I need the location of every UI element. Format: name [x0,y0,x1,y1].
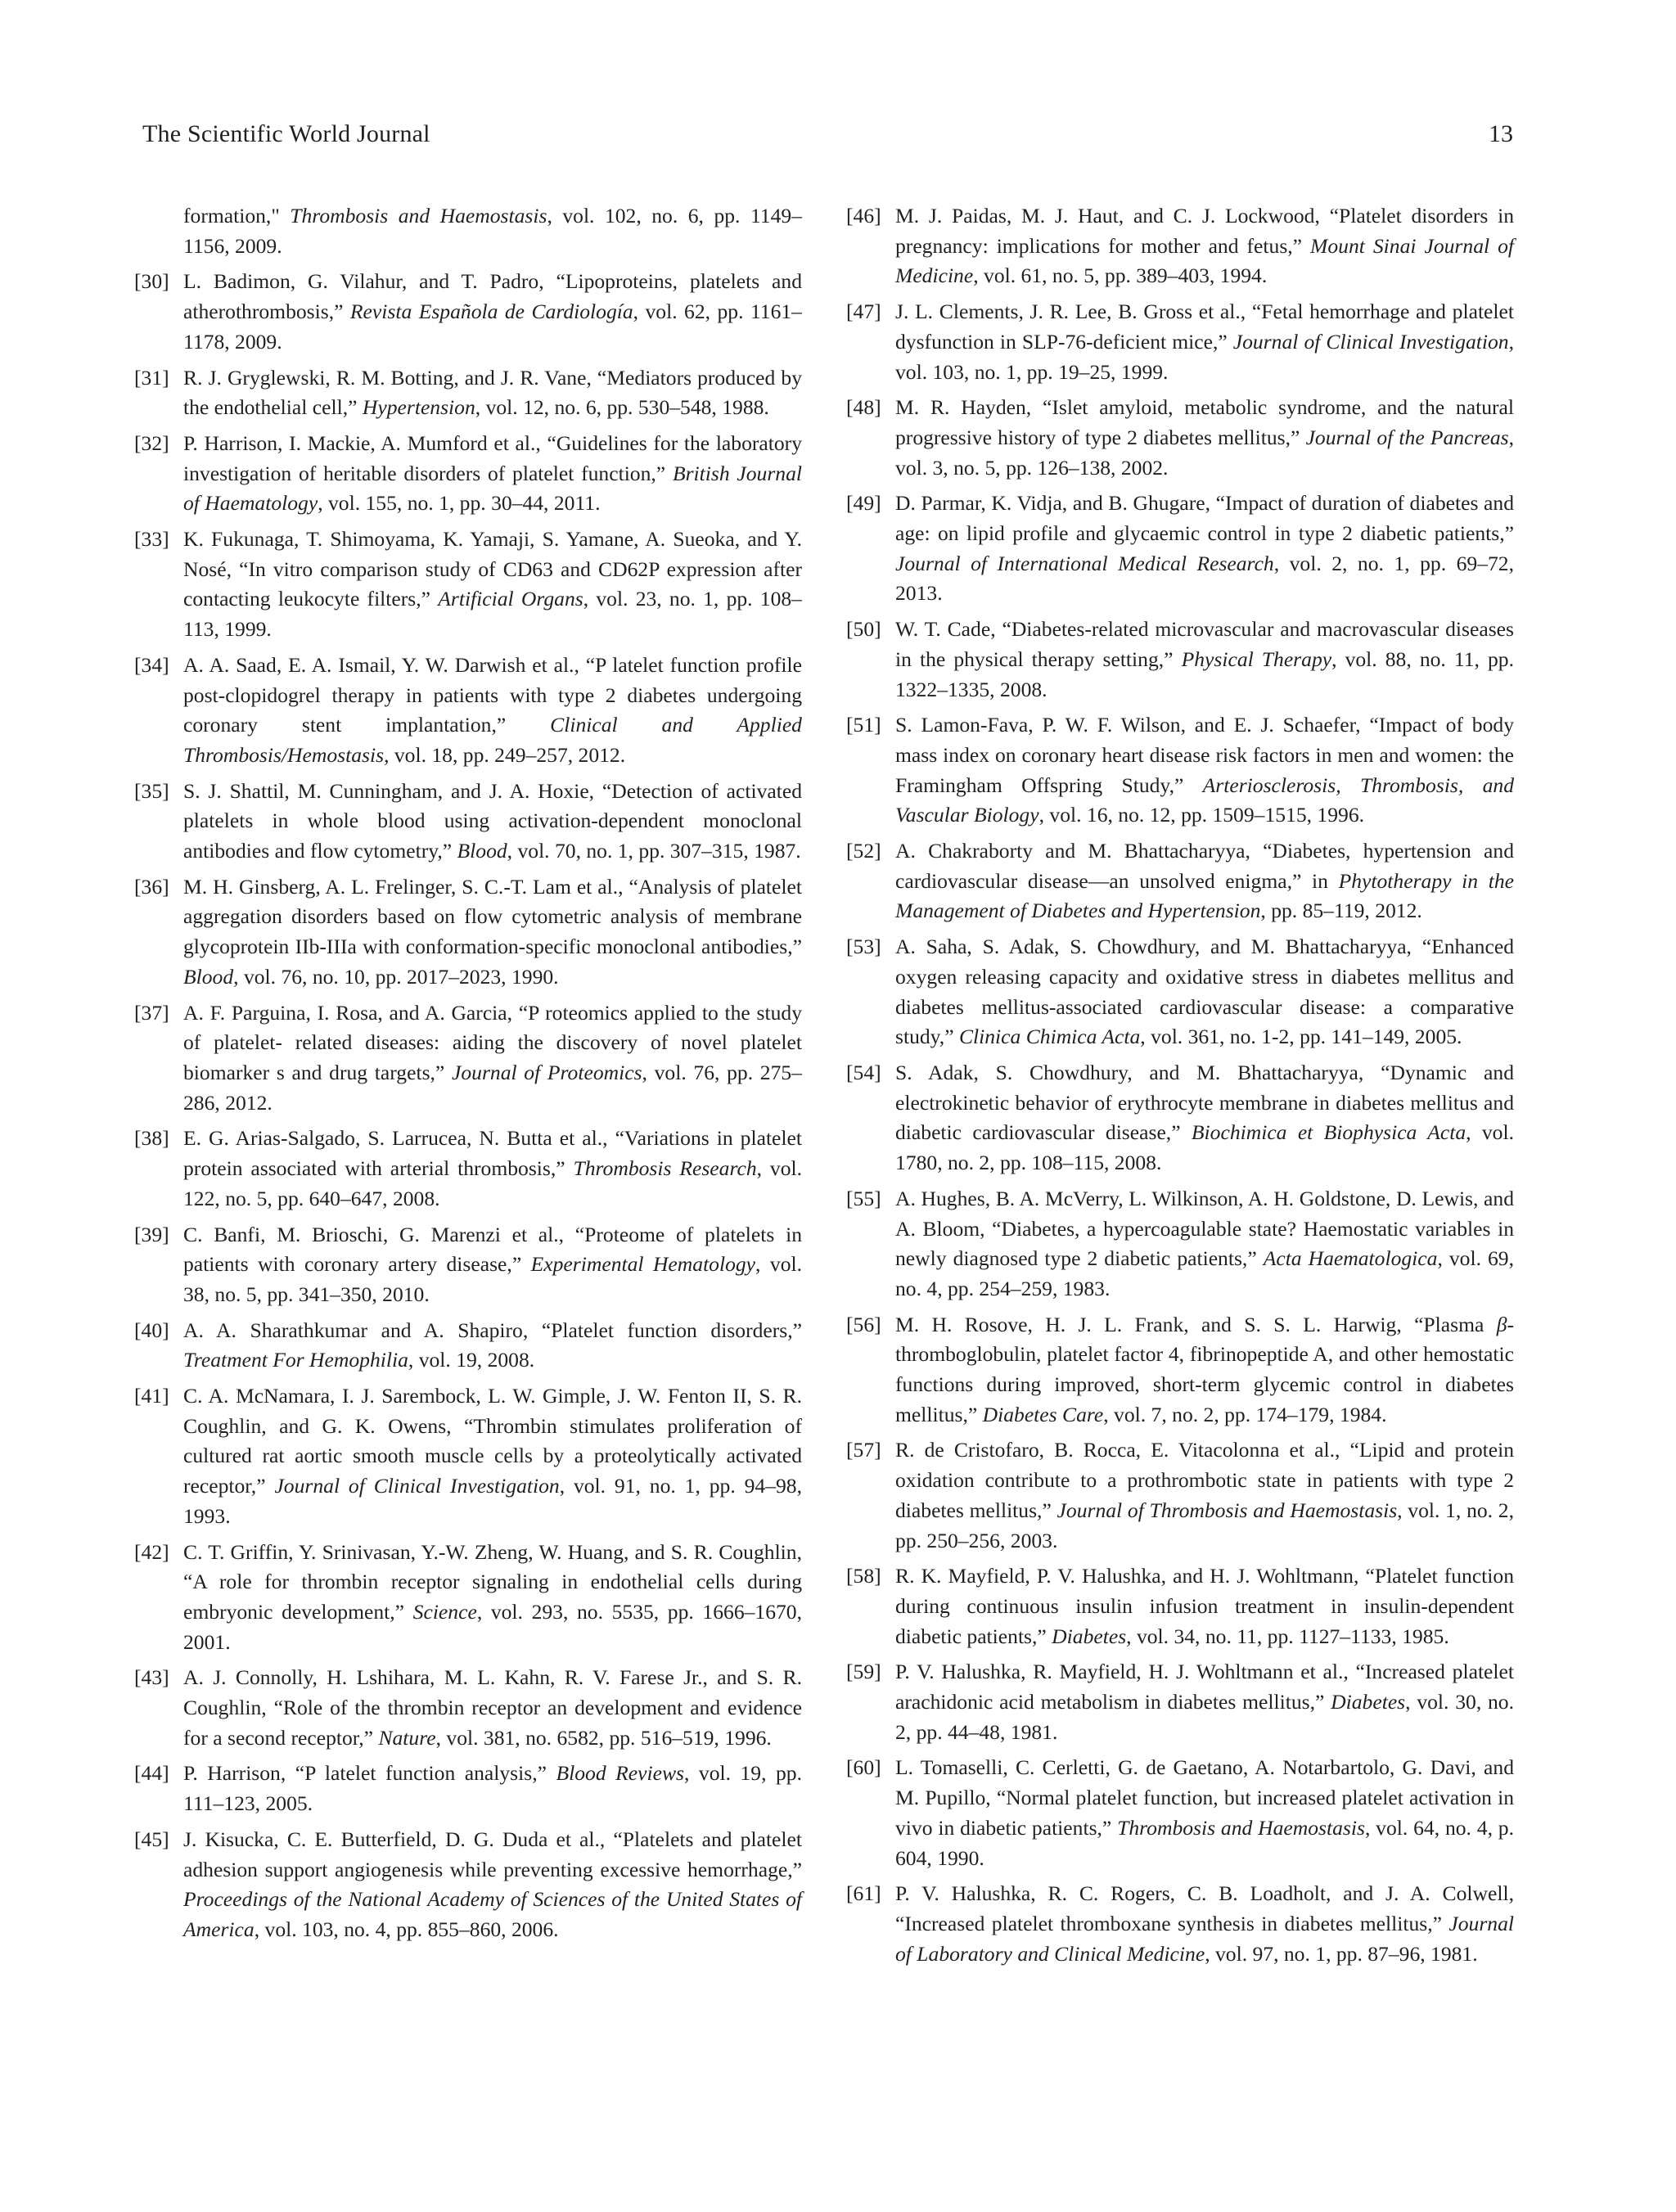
reference-number: [49] [846,491,881,516]
reference-text: P. Harrison, I. Mackie, A. Mumford et al., “Guidelines for the laboratory investigation of heritable disorders of platelet function,” British Journal of Haematology, vol. 155, no. 1, pp. 30–44, 2011. [183,430,803,516]
reference-text: M. H. Ginsberg, A. L. Frelinger, S. C.-T. Lam et al., “Analysis of platelet aggregation disorders based on flow cytometric analysis of membrane glycoprotein IIb-IIIa with conformation-specific monoclonal antibodies,” Blood, vol. 76, no. 10, pp. 2017–2023, 1990. [183,874,802,989]
reference-text: P. Harrison, “P latelet function analysis,” Blood Reviews, vol. 19, pp. 111–123, 2005. [183,1761,802,1816]
reference-number: [39] [134,1222,169,1246]
reference-text: L. Badimon, G. Vilahur, and T. Padro, “Lipoproteins, platelets and atherothrombosis,” Revista Española de Cardiología, vol. 62, pp. 1161–1178, 2009. [183,269,802,354]
reference-number: [30] [134,269,169,294]
reference-item [846,489,1514,609]
reference-number: [58] [846,1564,881,1588]
reference-item [134,429,802,519]
reference-item [134,363,802,423]
reference-text: P. V. Halushka, R. C. Rogers, C. B. Loadholt, and J. A. Colwell, “Increased platelet thromboxane synthesis in diabetes mellitus,” Journal of Laboratory and Clinical Medicine, vol. 97, no. 1, pp. 87–96, 1981. [895,1881,1514,1966]
reference-number: [32] [134,430,169,455]
reference-number: [38] [134,1126,169,1151]
reference-item [134,1124,802,1214]
reference-number: [40] [134,1318,169,1342]
reference-text: A. J. Connolly, H. Lshihara, M. L. Kahn, R. V. Farese Jr., and S. R. Coughlin, “Role of the thrombin receptor an development and evidence for a second receptor,” Nature, vol. 381, no. 6582, pp. 516–519, 1996. [183,1665,802,1750]
reference-item [846,1879,1514,1969]
reference-text: S. Lamon-Fava, P. W. F. Wilson, and E. J. Schaefer, “Impact of body mass index on coronary heart disease risk factors in men and women: the Framingham Offspring Study,” Arteriosclerosis, Thrombosis, and Vascular Biology, vol. 16, no. 12, pp. 1509–1515, 1996. [895,713,1514,827]
reference-text: M. R. Hayden, “Islet amyloid, metabolic syndrome, and the natural progressive history of type 2 diabetes mellitus,” Journal of the Pancreas, vol. 3, no. 5, pp. 126–138, 2002. [895,395,1514,480]
reference-item [134,1381,802,1532]
reference-number: [35] [134,778,169,803]
reference-item [846,201,1514,291]
reference-item [846,710,1514,831]
reference-text: D. Parmar, K. Vidja, and B. Ghugare, “Impact of duration of diabetes and age: on lipid profile and glycaemic control in type 2 diabetic patients,” Journal of International Medical Research, vol. 2, no. 1, pp. 69–72, 2013. [895,491,1514,606]
reference-number: [48] [846,395,881,420]
reference-item [134,1316,802,1376]
page-number: 13 [1489,120,1513,147]
references-right-column [846,201,1514,1975]
reference-item [846,1058,1514,1178]
reference-text: A. F. Parguina, I. Rosa, and A. Garcia, “P roteomics applied to the study of platelet- related diseases: aiding the discovery of novel platelet biomarker s and drug targets,” Journal of Proteomics, vol. 76, pp. 275–286, 2012. [183,1000,802,1115]
reference-number: [53] [846,935,881,959]
reference-text: P. V. Halushka, R. Mayfield, H. J. Wohltmann et al., “Increased platelet arachidonic acid metabolism in diabetes mellitus,” Diabetes, vol. 30, no. 2, pp. 44–48, 1981. [895,1660,1514,1744]
journal-name: The Scientific World Journal [142,120,430,147]
reference-number: [60] [846,1755,881,1780]
reference-item [846,932,1514,1052]
running-header [142,116,1513,152]
reference-text: M. H. Rosove, H. J. L. Frank, and S. S. L. Harwig, “Plasma β-thromboglobulin, platelet factor 4, fibrinopeptide A, and other hemostatic functions during improved, short-term glycemic control in diabetes mellitus,” Diabetes Care, vol. 7, no. 2, pp. 174–179, 1984. [895,1312,1514,1426]
reference-number: [31] [134,365,169,390]
reference-text: R. K. Mayfield, P. V. Halushka, and H. J. Wohltmann, “Platelet function during continuous insulin infusion treatment in insulin-dependent diabetic patients,” Diabetes, vol. 34, no. 11, pp. 1127–1133, 1985. [895,1564,1514,1648]
reference-number: [54] [846,1060,881,1084]
reference-number: [47] [846,300,881,324]
reference-item [846,1184,1514,1304]
reference-text: S. Adak, S. Chowdhury, and M. Bhattacharyya, “Dynamic and electrokinetic behavior of erythrocyte membrane in diabetes mellitus and diabetic cardiovascular disease,” Biochimica et Biophysica Acta, vol. 1780, no. 2, pp. 108–115, 2008. [895,1060,1514,1175]
reference-number: [34] [134,652,169,677]
reference-item [134,998,802,1119]
reference-item [846,393,1514,483]
reference-number: [51] [846,713,881,737]
reference-item [134,872,802,993]
reference-item [134,651,802,771]
reference-item [846,1310,1514,1430]
reference-number: [56] [846,1312,881,1336]
reference-number: [61] [846,1881,881,1906]
reference-number: [43] [134,1665,169,1690]
reference-item [134,1220,802,1310]
reference-item [134,1538,802,1658]
reference-number: [52] [846,839,881,863]
reference-number: [45] [134,1827,169,1851]
reference-item [134,1759,802,1818]
reference-text: A. A. Saad, E. A. Ismail, Y. W. Darwish et al., “P latelet function profile post-clopidogrel therapy in patients with type 2 diabetes undergoing coronary stent implantation,” Clinical and Applied Thrombosis/Hemostasis, vol. 18, pp. 249–257, 2012. [183,652,802,767]
reference-text: A. Saha, S. Adak, S. Chowdhury, and M. Bhattacharyya, “Enhanced oxygen releasing capacity and oxidative stress in diabetes mellitus and diabetes mellitus-associated cardiovascular disease: a comparative study,” Clinica Chimica Acta, vol. 361, no. 1-2, pp. 141–149, 2005. [895,935,1514,1049]
reference-number: [46] [846,204,881,228]
reference-number: [36] [134,874,169,899]
reference-number: [42] [134,1539,169,1564]
reference-item [846,1561,1514,1651]
reference-text: W. T. Cade, “Diabetes-related microvascular and macrovascular diseases in the physical therapy setting,” Physical Therapy, vol. 88, no. 11, pp. 1322–1335, 2008. [895,617,1514,701]
reference-number: [44] [134,1761,169,1786]
reference-number: [55] [846,1186,881,1210]
reference-text: J. Kisucka, C. E. Butterfield, D. G. Duda et al., “Platelets and platelet adhesion support angiogenesis while preventing excessive hemorrhage,” Proceedings of the National Academy of Sciences of the United States of America, vol. 103, no. 4, pp. 855–860, 2006. [183,1827,802,1941]
reference-number: [50] [846,617,881,642]
reference-text: J. L. Clements, J. R. Lee, B. Gross et al., “Fetal hemorrhage and platelet dysfunction in SLP-76-deficient mice,” Journal of Clinical Investigation, vol. 103, no. 1, pp. 19–25, 1999. [895,300,1514,384]
reference-text: K. Fukunaga, T. Shimoyama, K. Yamaji, S. Yamane, A. Sueoka, and Y. Nosé, “In vitro comparison study of CD63 and CD62P expression after contacting leukocyte filters,” Artificial Organs, vol. 23, no. 1, pp. 108–113, 1999. [183,527,802,642]
reference-item [134,201,802,261]
reference-text: M. J. Paidas, M. J. Haut, and C. J. Lockwood, “Platelet disorders in pregnancy: implications for mother and fetus,” Mount Sinai Journal of Medicine, vol. 61, no. 5, pp. 389–403, 1994. [895,204,1515,288]
reference-number: [37] [134,1000,169,1025]
reference-item [846,1753,1514,1873]
reference-text: C. T. Griffin, Y. Srinivasan, Y.-W. Zheng, W. Huang, and S. R. Coughlin, “A role for thrombin receptor signaling in endothelial cells during embryonic development,” Science, vol. 293, no. 5535, pp. 1666–1670, 2001. [183,1539,802,1654]
reference-text: E. G. Arias-Salgado, S. Larrucea, N. Butta et al., “Variations in platelet protein associated with arterial thrombosis,” Thrombosis Research, vol. 122, no. 5, pp. 640–647, 2008. [183,1126,803,1210]
reference-text: S. J. Shattil, M. Cunningham, and J. A. Hoxie, “Detection of activated platelets in whole blood using activation-dependent monoclonal antibodies and flow cytometry,” Blood, vol. 70, no. 1, pp. 307–315, 1987. [183,778,802,863]
reference-text: formation," Thrombosis and Haemostasis, vol. 102, no. 6, pp. 1149–1156, 2009. [183,204,802,258]
reference-item [134,1825,802,1945]
reference-number: [57] [846,1438,881,1462]
reference-text: C. Banfi, M. Brioschi, G. Marenzi et al., “Proteome of platelets in patients with coronary artery disease,” Experimental Hematology, vol. 38, no. 5, pp. 341–350, 2010. [183,1222,802,1306]
reference-item [134,267,802,357]
reference-text: R. J. Gryglewski, R. M. Botting, and J. R. Vane, “Mediators produced by the endothelial cell,” Hypertension, vol. 12, no. 6, pp. 530–548, 1988. [183,365,802,420]
reference-item [846,615,1514,705]
reference-text: A. Chakraborty and M. Bhattacharyya, “Diabetes, hypertension and cardiovascular disease—an unsolved enigma,” in Phytotherapy in the Management of Diabetes and Hypertension, pp. 85–119, 2012. [895,839,1514,923]
reference-item [846,297,1514,387]
reference-number: [33] [134,527,169,552]
reference-item [846,1657,1514,1747]
reference-text: L. Tomaselli, C. Cerletti, G. de Gaetano, A. Notarbartolo, G. Davi, and M. Pupillo, “Normal platelet function, but increased platelet activation in vivo in diabetic patients,” Thrombosis and Haemostasis, vol. 64, no. 4, p. 604, 1990. [895,1755,1515,1870]
reference-number: [59] [846,1660,881,1684]
reference-text: A. A. Sharathkumar and A. Shapiro, “Platelet function disorders,” Treatment For Hemophilia, vol. 19, 2008. [183,1318,802,1372]
reference-item [846,836,1514,926]
reference-item [846,1435,1514,1556]
reference-text: C. A. McNamara, I. J. Sarembock, L. W. Gimple, J. W. Fenton II, S. R. Coughlin, and G. K. Owens, “Thrombin stimulates proliferation of cultured rat aortic smooth muscle cells by a proteolytically activated receptor,” Journal of Clinical Investigation, vol. 91, no. 1, pp. 94–98, 1993. [183,1384,802,1528]
reference-item [134,1663,802,1753]
reference-text: A. Hughes, B. A. McVerry, L. Wilkinson, A. H. Goldstone, D. Lewis, and A. Bloom, “Diabetes, a hypercoagulable state? Haemostatic variables in newly diagnosed type 2 diabetic patients,” Acta Haematologica, vol. 69, no. 4, pp. 254–259, 1983. [895,1186,1514,1300]
reference-number: [41] [134,1384,169,1408]
reference-item [134,525,802,645]
references-left-column [134,201,802,1951]
reference-item [134,777,802,867]
reference-text: R. de Cristofaro, B. Rocca, E. Vitacolonna et al., “Lipid and protein oxidation contribute to a prothrombotic state in patients with type 2 diabetes mellitus,” Journal of Thrombosis and Haemostasis, vol. 1, no. 2, pp. 250–256, 2003. [895,1438,1514,1552]
